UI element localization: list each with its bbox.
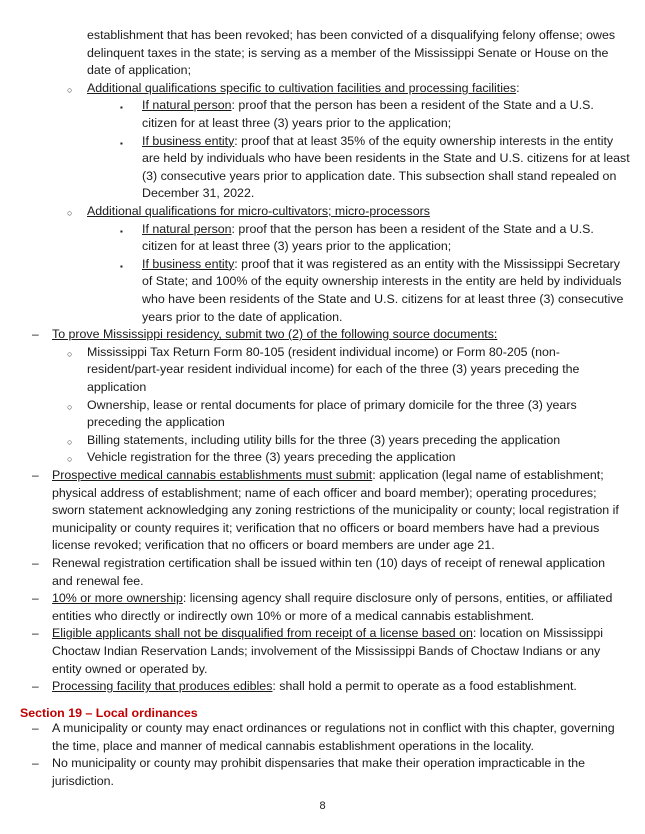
list-item	[87, 449, 456, 467]
item-text: : location on Mississippi	[472, 626, 604, 641]
list-item	[52, 467, 604, 485]
item-label: If business entity	[142, 133, 235, 148]
dash-bullet-icon: –	[32, 721, 39, 735]
item-text-line: entity owned or operated by.	[52, 661, 208, 676]
item-label: Additional qualifications specific to cultivation facilities and processing facilities	[87, 80, 517, 95]
square-bullet-icon: ▪	[120, 138, 123, 148]
list-item	[87, 432, 560, 450]
item-text-line: sworn statement acknowledging any zoning restrictions of the municipality or county; local registration if	[52, 503, 619, 518]
circle-bullet-icon: ○	[67, 436, 73, 447]
section-heading: Section 19 – Local ordinances	[20, 706, 198, 720]
dash-bullet-icon: –	[32, 679, 39, 694]
list-item	[52, 678, 577, 696]
list-item	[87, 80, 520, 98]
dash-bullet-icon: –	[32, 756, 39, 771]
list-item	[87, 344, 560, 362]
item-text-line: citizen for at least three (3) years prior to the application;	[142, 116, 452, 130]
item-text-line: resident/part-year resident individual income) for each of the three (3) years preceding the	[87, 362, 580, 377]
item-text-line: jurisdiction.	[52, 773, 114, 788]
item-label: Processing facility that produces edibles	[52, 679, 273, 694]
item-text-line: entities who directly or indirectly own 10% or more of a medical cannabis establishment.	[52, 608, 535, 623]
item-text-line: and renewal fee.	[52, 573, 144, 588]
item-text: : application (legal name of establishment;	[372, 468, 604, 482]
item-text-line: who have been residents of the State and U.S. citizens for at least three (3) consecutive	[142, 292, 624, 306]
item-label: Additional qualifications for micro-cultivators; micro-processors	[87, 204, 430, 218]
list-item	[52, 625, 603, 643]
item-text: No municipality or county may prohibit dispensaries that make their operation impracticable in the	[52, 756, 586, 771]
dash-bullet-icon: –	[32, 591, 39, 606]
item-text-line: December 31, 2022.	[142, 186, 255, 201]
list-item	[52, 326, 497, 344]
dash-bullet-icon: –	[32, 327, 39, 342]
dash-bullet-icon: –	[32, 556, 39, 570]
item-text: : proof that at least 35% of the equity ownership interests in the entity	[234, 133, 614, 148]
item-text: : proof that the person has been a resident of the State and a U.S.	[231, 221, 594, 236]
list-item	[52, 555, 605, 573]
item-label: If natural person	[142, 221, 232, 236]
item-label-suffix: :	[516, 80, 520, 95]
item-label: If natural person	[142, 98, 232, 113]
list-item	[142, 221, 594, 239]
item-text-line: date of application;	[87, 63, 192, 78]
circle-bullet-icon: ○	[67, 454, 73, 465]
dash-bullet-icon: –	[32, 626, 39, 641]
list-item	[87, 203, 430, 221]
item-label: Eligible applicants shall not be disqualified from receipt of a license based on	[52, 626, 473, 641]
item-text: establishment that has been revoked; has been convicted of a disqualifying felony offense; owes	[87, 28, 616, 42]
item-text-line: citizen for at least three (3) years prior to the application;	[142, 239, 452, 254]
item-text: Vehicle registration for the three (3) years preceding the application	[87, 450, 456, 465]
list-item	[142, 133, 613, 151]
item-text-line: are held by individuals who have been residents in the State and U.S. citizens for at least	[142, 151, 630, 166]
item-text-line: municipality or county requires it; verification that no officers or board members have had a previous	[52, 520, 600, 535]
square-bullet-icon: ▪	[120, 103, 123, 113]
item-text-line: preceding the application	[87, 415, 225, 430]
item-text-line: application	[87, 380, 147, 394]
square-bullet-icon: ▪	[120, 226, 123, 236]
item-text-line: of State; and 100% of the equity ownership interests in the entity are held by individuals	[142, 274, 622, 289]
list-item	[142, 256, 620, 274]
dash-bullet-icon: –	[32, 468, 39, 482]
item-text: Renewal registration certification shall be issued within ten (10) days of receipt of renewal application	[52, 556, 606, 570]
square-bullet-icon: ▪	[120, 261, 123, 271]
item-text: A municipality or county may enact ordinances or regulations not in conflict with this chapter, governing	[52, 721, 615, 735]
circle-bullet-icon: ○	[67, 401, 73, 412]
item-text: : proof that it was registered as an entity with the Mississippi Secretary	[234, 256, 620, 271]
item-label: 10% or more ownership	[52, 591, 183, 606]
item-label: To prove Mississippi residency, submit two (2) of the following source documents:	[52, 327, 498, 342]
circle-bullet-icon: ○	[67, 84, 73, 95]
item-text-line: Choctaw Indian Reservation Lands; involvement of the Mississippi Bands of Choctaw Indians or any	[52, 644, 601, 658]
list-item	[87, 397, 577, 415]
list-item	[52, 755, 585, 773]
item-text-line: delinquent taxes in the state; is serving as a member of the Mississippi Senate or House on the	[87, 45, 609, 60]
item-text-line: the time, place and manner of medical cannabis establishment operations in the locality.	[52, 738, 534, 753]
item-text-line: years prior to the date of application.	[142, 309, 343, 324]
item-text: : licensing agency shall require disclosure only of persons, entities, or affiliated	[182, 591, 613, 606]
item-text: : proof that the person has been a resident of the State and a U.S.	[231, 98, 594, 113]
list-item	[142, 97, 594, 115]
item-label: Prospective medical cannabis establishments must submit	[52, 468, 373, 482]
circle-bullet-icon: ○	[67, 208, 73, 218]
item-text-line: (3) consecutive years prior to application date. This subsection shall stand repealed on	[142, 168, 617, 183]
circle-bullet-icon: ○	[67, 348, 73, 359]
list-item	[52, 720, 615, 738]
list-item	[52, 590, 612, 608]
page-number: 8	[319, 800, 326, 812]
item-text: : shall hold a permit to operate as a food establishment.	[272, 679, 577, 694]
list-item	[87, 27, 615, 45]
item-text: Mississippi Tax Return Form 80-105 (resident individual income) or Form 80-205 (non-	[87, 344, 560, 359]
item-text-line: physical address of establishment; name of each officer and board member); operating procedures;	[52, 485, 597, 500]
item-text: Ownership, lease or rental documents for place of primary domicile for the three (3) years	[87, 397, 577, 412]
item-text-line: license revoked; verification that no officers or board members are under age 21.	[52, 538, 495, 553]
item-label: If business entity	[142, 256, 235, 271]
item-text: Billing statements, including utility bills for the three (3) years preceding the application	[87, 432, 561, 447]
